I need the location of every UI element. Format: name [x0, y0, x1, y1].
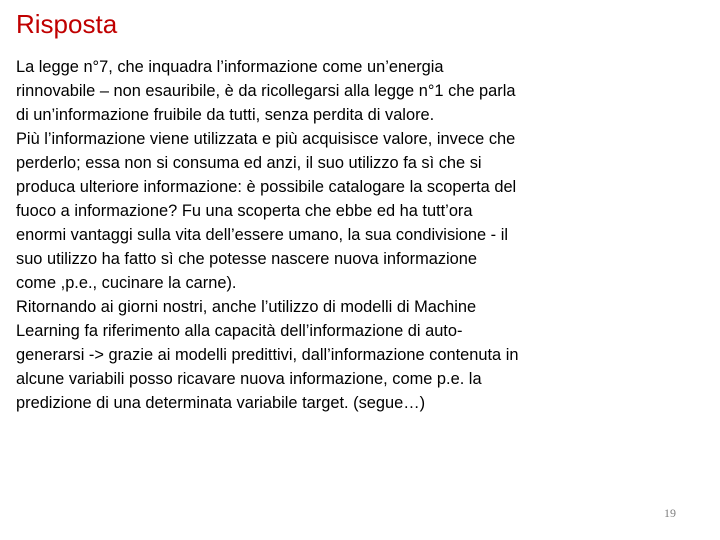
slide-title: Risposta: [16, 9, 118, 39]
text-line: predizione di una determinata variabile target. (segue…): [16, 394, 426, 412]
text-line: enormi vantaggi sulla vita dell’essere umano, la sua condivisione - il: [16, 226, 508, 244]
text-line: produca ulteriore informazione: è possibile catalogare la scoperta del: [16, 178, 517, 196]
text-line: suo utilizzo ha fatto sì che potesse nascere nuova informazione: [16, 250, 478, 268]
text-line: rinnovabile – non esauribile, è da ricollegarsi alla legge n°1 che parla: [16, 82, 516, 100]
body-text: [16, 55, 706, 415]
text-line: alcune variabili posso ricavare nuova informazione, come p.e. la: [16, 370, 482, 388]
page-number: 19: [664, 506, 676, 520]
text-line: come ,p.e., cucinare la carne).: [16, 274, 237, 292]
text-line: La legge n°7, che inquadra l’informazione come un’energia: [16, 58, 444, 76]
text-line: Ritornando ai giorni nostri, anche l’utilizzo di modelli di Machine: [16, 298, 477, 316]
text-line: Più l’informazione viene utilizzata e più acquisisce valore, invece che: [16, 130, 516, 148]
text-line: fuoco a informazione? Fu una scoperta che ebbe ed ha tutt’ora: [16, 202, 473, 220]
text-line: generarsi -> grazie ai modelli predittivi, dall’informazione contenuta in: [16, 346, 519, 364]
text-line: perderlo; essa non si consuma ed anzi, il suo utilizzo fa sì che si: [16, 154, 482, 172]
text-line: Learning fa riferimento alla capacità dell’informazione di auto-: [16, 322, 463, 340]
text-line: di un’informazione fruibile da tutti, senza perdita di valore.: [16, 106, 435, 124]
